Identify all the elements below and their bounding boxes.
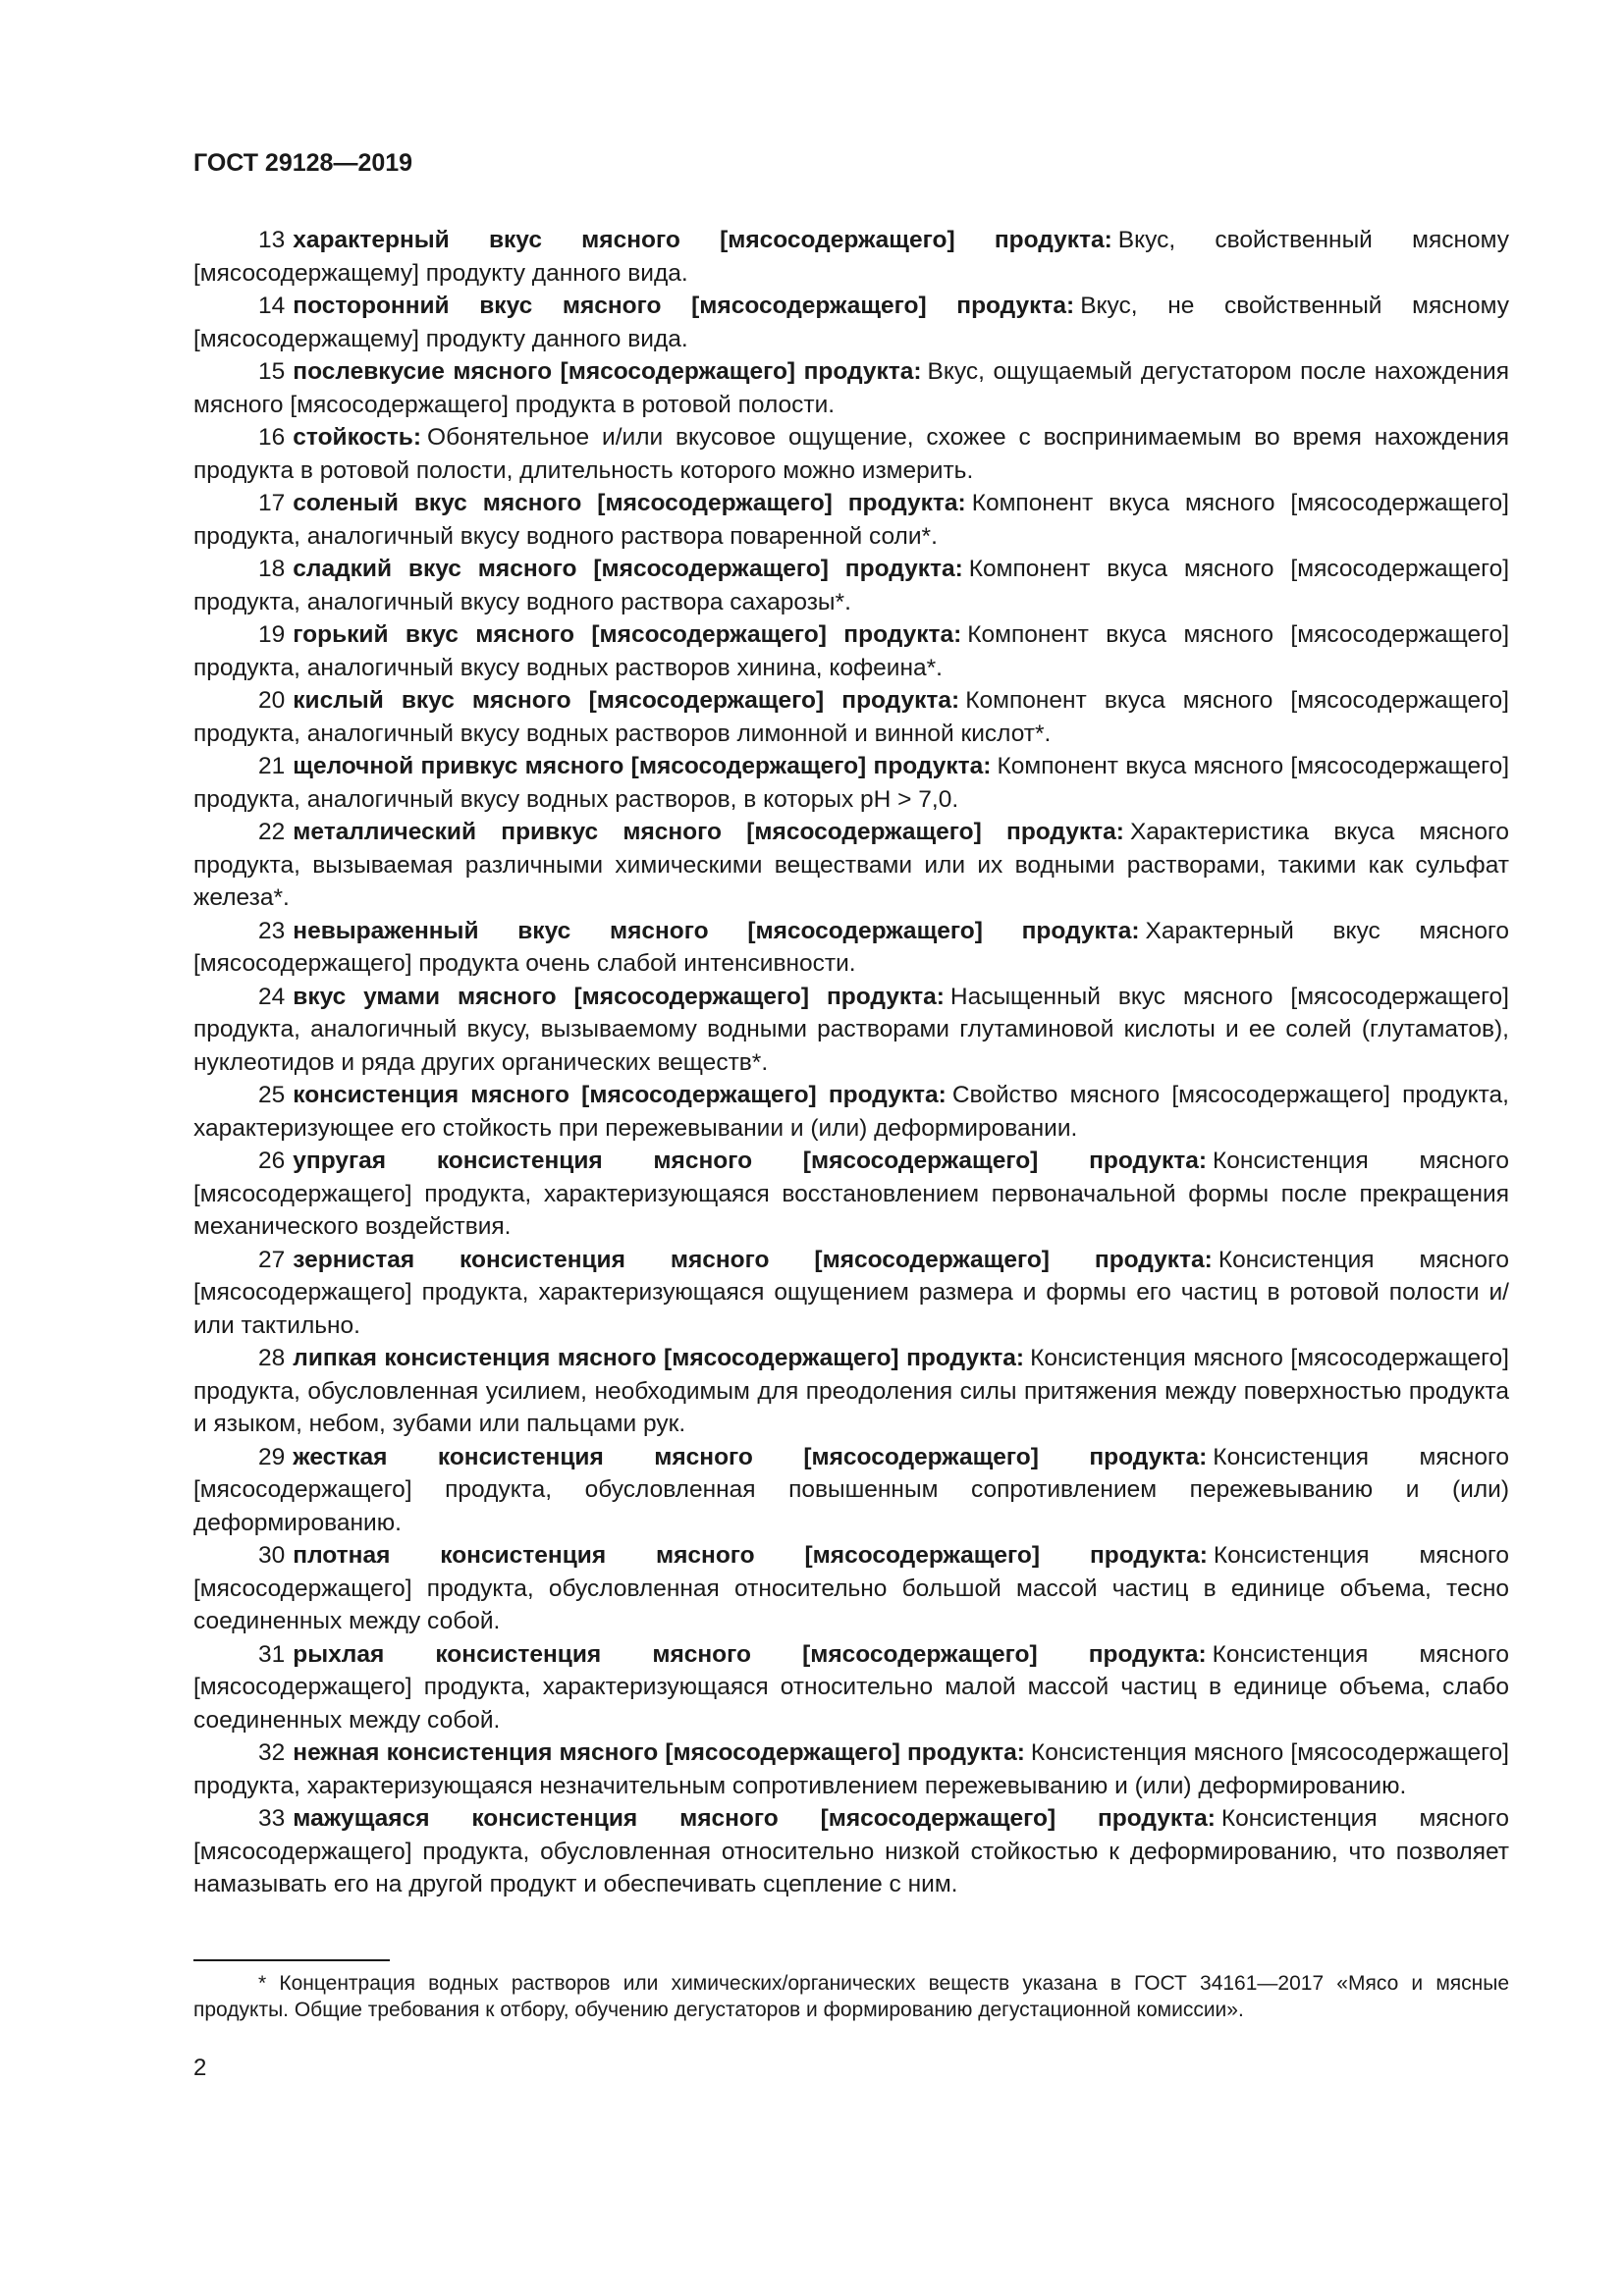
term-entry-15 [193,355,1509,421]
entry-definition: Компонент вкуса мясного [мясосодержащего] продукта, аналогичный вкусу водного раствора поваренной соли*. [193,490,1509,550]
entry-term: невыраженный вкус мясного [мясосодержащего] продукта: [293,917,1140,944]
entry-definition: Консистенция мясного [мясосодержащего] продукта, обусловленная относительно большой массой частиц в единице объема, тесно соединенных между собой. [193,1542,1509,1634]
entry-term: щелочной привкус мясного [мясосодержащего] продукта: [293,753,992,779]
term-entry-27 [193,1244,1509,1343]
entry-term: зернистая консистенция мясного [мясосодержащего] продукта: [293,1246,1213,1273]
entry-number: 33 [258,1805,286,1832]
entry-term: горький вкус мясного [мясосодержащего] продукта: [293,621,962,648]
entry-definition: Компонент вкуса мясного [мясосодержащего] продукта, аналогичный вкусу водного раствора сахарозы*. [193,556,1510,615]
entry-term: упругая консистенция мясного [мясосодержащего] продукта: [293,1148,1208,1174]
entry-definition: Компонент вкуса мясного [мясосодержащего] продукта, аналогичный вкусу водных растворов, в которых pH > 7,0. [193,753,1509,813]
term-entry-32 [193,1736,1509,1802]
entry-term: рыхлая консистенция мясного [мясосодержащего] продукта: [293,1640,1207,1668]
entry-definition: Компонент вкуса мясного [мясосодержащего] продукта, аналогичный вкусу водных растворов лимонной и винной кислот*. [193,687,1509,747]
entry-term: соленый вкус мясного [мясосодержащего] продукта: [293,490,966,516]
term-entry-33 [193,1802,1509,1901]
entry-term: липкая консистенция мясного [мясосодержащего] продукта: [293,1345,1025,1371]
entry-term: консистенция мясного [мясосодержащего] продукта: [293,1082,947,1108]
term-entry-29 [193,1441,1509,1540]
entry-number: 22 [258,819,286,845]
entry-number: 20 [258,687,286,714]
entry-number: 29 [258,1443,286,1470]
entry-definition: Консистенция мясного [мясосодержащего] продукта, характеризующаяся незначительным сопротивлением пережевыванию и (или) деформированию. [193,1739,1509,1799]
entry-number: 28 [258,1345,286,1371]
entry-definition: Характеристика вкуса мясного продукта, вызываемая различными химическими веществами или их водными растворами, такими как сульфат железа*. [193,819,1509,911]
entry-term: нежная консистенция мясного [мясосодержащего] продукта: [293,1739,1025,1766]
entry-definition: Консистенция мясного [мясосодержащего] продукта, обусловленная усилием, необходимым для преодоления силы притяжения между поверхностью продукта и языком, небом, зубами или пальцами рук. [193,1345,1509,1437]
footnote: * Концентрация водных растворов или химических/органических веществ указана в ГОСТ 34161—2017 «Мясо и мясные продукты. Общие требования к отбору, обучению дегустаторов и формированию дегустационной комиссии». [193,1972,1509,2021]
entry-definition: Консистенция мясного [мясосодержащего] продукта, обусловленная повышенным сопротивлением пережевыванию и (или) деформированию. [193,1443,1510,1536]
terms-list [193,224,1509,1901]
entry-number: 17 [258,490,286,516]
entry-definition: Консистенция мясного [мясосодержащего] продукта, характеризующаяся восстановлением первоначальной формы после прекращения механического воздействия. [193,1148,1509,1240]
entry-definition: Свойство мясного [мясосодержащего] продукта, характеризующее его стойкость при пережевывании и (или) деформировании. [193,1082,1509,1142]
term-entry-21 [193,750,1509,816]
term-entry-24 [193,981,1509,1080]
entry-number: 21 [258,753,286,779]
entry-number: 19 [258,621,286,648]
entry-definition: Вкус, не свойственный мясному [мясосодержащему] продукту данного вида. [193,293,1509,352]
term-entry-19 [193,618,1509,684]
entry-term: сладкий вкус мясного [мясосодержащего] продукта: [293,556,963,582]
term-entry-31 [193,1638,1509,1737]
entry-definition: Вкус, ощущаемый дегустатором после нахождения мясного [мясосодержащего] продукта в ротовой полости. [193,358,1509,418]
term-entry-14 [193,290,1509,355]
entry-number: 16 [258,424,286,451]
entry-term: посторонний вкус мясного [мясосодержащего] продукта: [293,293,1075,319]
entry-number: 26 [258,1148,286,1174]
entry-number: 27 [258,1246,286,1273]
term-entry-28 [193,1342,1509,1441]
entry-definition: Консистенция мясного [мясосодержащего] продукта, характеризующаяся ощущением размера и формы его частиц в ротовой полости и/или тактильно. [193,1246,1509,1339]
term-entry-22 [193,816,1509,915]
term-entry-17 [193,487,1509,553]
term-entry-20 [193,684,1509,750]
entry-term: характерный вкус мясного [мясосодержащего] продукта: [293,227,1112,253]
entry-term: металлический привкус мясного [мясосодержащего] продукта: [293,819,1124,845]
entry-term: мажущаяся консистенция мясного [мясосодержащего] продукта: [293,1805,1216,1832]
entry-number: 30 [258,1542,286,1569]
entry-definition: Обонятельное и/или вкусовое ощущение, схожее с воспринимаемым во время нахождения продукта в ротовой полости, длительность которого можно измерить. [193,424,1509,484]
entry-definition: Насыщенный вкус мясного [мясосодержащего] продукта, аналогичный вкусу, вызываемому водными растворами глутаминовой кислоты и ее солей (глутаматов), нуклеотидов и ряда других органических веществ*. [193,983,1509,1076]
term-entry-16 [193,421,1509,487]
entry-number: 14 [258,293,286,319]
entry-definition: Характерный вкус мясного [мясосодержащего] продукта очень слабой интенсивности. [193,917,1510,977]
term-entry-30 [193,1539,1509,1638]
entry-term: плотная консистенция мясного [мясосодержащего] продукта: [293,1542,1208,1569]
term-entry-23 [193,915,1509,981]
entry-number: 32 [258,1739,286,1766]
entry-term: стойкость: [293,424,422,451]
term-entry-13 [193,224,1509,290]
entry-number: 13 [258,227,286,253]
entry-number: 24 [258,983,286,1010]
entry-number: 18 [258,556,286,582]
entry-term: кислый вкус мясного [мясосодержащего] продукта: [293,687,960,714]
entry-number: 31 [258,1640,286,1668]
entry-definition: Вкус, свойственный мясному [мясосодержащему] продукту данного вида. [193,227,1509,287]
footnote-divider [193,1959,390,1961]
term-entry-25 [193,1079,1509,1145]
document-header: ГОСТ 29128—2019 [193,149,413,177]
entry-term: жесткая консистенция мясного [мясосодержащего] продукта: [293,1443,1208,1470]
entry-definition: Консистенция мясного [мясосодержащего] продукта, обусловленная относительно низкой стойкостью к деформированию, что позволяет намазывать его на другой продукт и обеспечивать сцепление с ним. [193,1805,1510,1897]
entry-definition: Компонент вкуса мясного [мясосодержащего] продукта, аналогичный вкусу водных растворов хинина, кофеина*. [193,621,1509,681]
entry-term: послевкусие мясного [мясосодержащего] продукта: [293,358,922,385]
page-number: 2 [193,2055,207,2081]
entry-number: 15 [258,358,286,385]
entry-number: 25 [258,1082,286,1108]
term-entry-18 [193,553,1509,618]
entry-number: 23 [258,917,286,944]
entry-term: вкус умами мясного [мясосодержащего] продукта: [293,983,945,1010]
entry-definition: Консистенция мясного [мясосодержащего] продукта, характеризующаяся относительно малой массой частиц в единице объема, слабо соединенных между собой. [193,1640,1509,1734]
term-entry-26 [193,1145,1509,1244]
